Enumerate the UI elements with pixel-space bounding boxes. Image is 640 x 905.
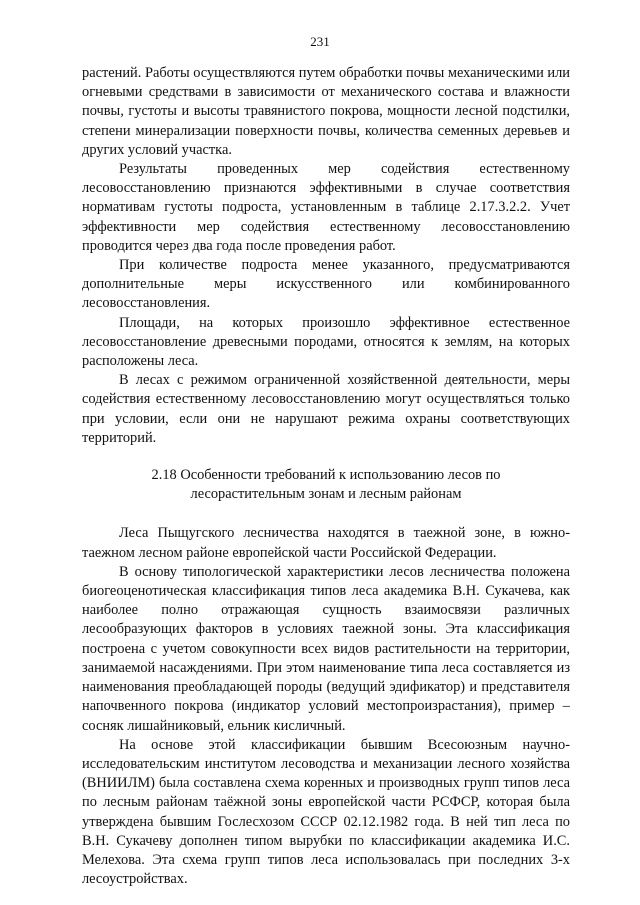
paragraph-forest-zone: Леса Пыщугского лесничества находятся в таежной зоне, в южно-таежном лесном районе европейской части Российской Федерации. <box>82 525 570 561</box>
section-heading <box>82 466 570 504</box>
page-number: 231 <box>310 34 330 49</box>
paragraph-vniilm-scheme: На основе этой классификации бывшим Всесоюзным научно-исследовательским институтом лесоводства и механизации лесного хозяйства (ВНИИЛМ) была составлена схема коренных и производных групп типов леса по лесным районам таёжной зоны европейской части РСФСР, которая была утверждена бывшим Гослесхозом СССР 02.12.1982 года. В ней тип леса по В.Н. Сукачеву дополнен типом вырубки по классификации академика И.С. Мелехова. Эта схема групп типов леса использовалась при последних 3-х лесоустройствах. <box>82 736 570 888</box>
paragraph-areas: Площади, на которых произошло эффективное естественное лесовосстановление древесными породами, относятся к землям, на которых расположены леса. <box>82 314 570 370</box>
paragraph-classification: В основу типологической характеристики лесов лесничества положена биогеоценотическая классификация типов леса академика В.Н. Сукачева, как наиболее полно отражающая сущность взаимосвязи различных лесообразующих факторов в условиях таежной зоны. Эта классификация построена с учетом совокупности всех видов растительности на территории, занимаемой насаждениями. При этом наименование типа леса составляется из наименования преобладающей породы (ведущий эдификатор) и представителя напочвенного покрова (индикатор условий местопроизрастания), пример – сосняк лишайниковый, ельник кисличный. <box>82 563 570 734</box>
paragraph-additional-measures: При количестве подроста менее указанного, предусматриваются дополнительные меры искусственного или комбинированного лесовосстановления. <box>82 257 570 312</box>
page-body <box>82 64 570 889</box>
paragraph-results: Результаты проведенных мер содействия естественному лесовосстановлению признаются эффективными в случае соответствия нормативам густоты подроста, установленным в таблице 2.17.3.2.2. Учет эффективности мер содействия естественному лесовосстановлению проводится через два года после проведения работ. <box>82 161 570 254</box>
section-heading-line-2: лесорастительным зонам и лесным районам <box>190 486 462 503</box>
paragraph-restricted-forests: В лесах с режимом ограниченной хозяйственной деятельности, меры содействия естественному лесовосстановлению могут осуществляться только при условии, если они не нарушают режима охраны соответствующих территорий. <box>82 372 570 446</box>
paragraph-continuation: растений. Работы осуществляются путем обработки почвы механическими или огневыми средствами в зависимости от механического состава и влажности почвы, густоты и высоты травянистого покрова, мощности лесной подстилки, степени минерализации поверхности почвы, количества семенных деревьев и других условий участка. <box>82 65 570 158</box>
section-heading-line-1: 2.18 Особенности требований к использованию лесов по <box>151 467 501 484</box>
